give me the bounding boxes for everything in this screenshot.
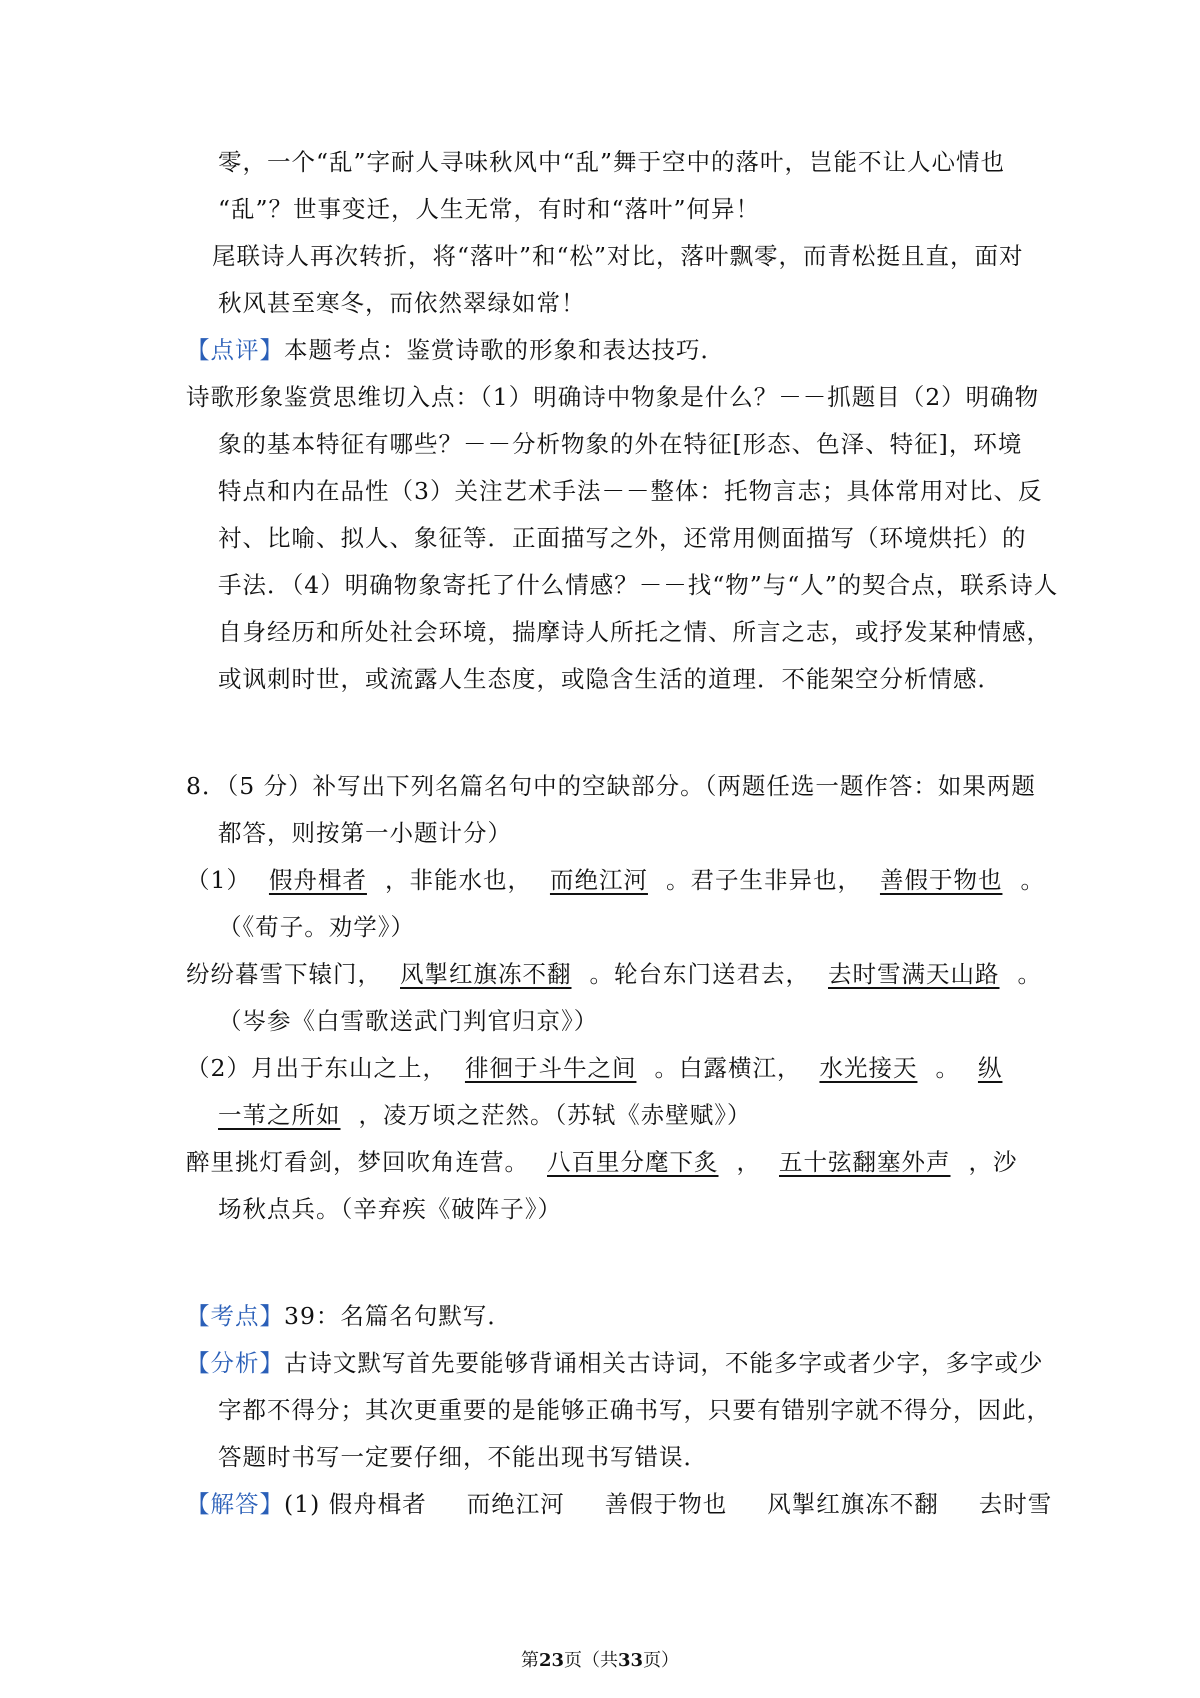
answer-item: 风掣红旗冻不翻 — [767, 1490, 939, 1518]
answer-blank: 五十弦翻塞外声 — [779, 1148, 951, 1176]
question-8-part2-line: 一苇之所如 ，凌万顷之茫然。（苏轼《赤壁赋》） — [218, 1101, 752, 1129]
answer-blank: 去时雪满天山路 — [828, 960, 1000, 988]
question-8-part1-line: （1） 假舟楫者 ，非能水也， 而绝江河 。君子生非异也， 善假于物也 。 — [186, 866, 1045, 894]
fenxi-tag: 【分析】 — [186, 1349, 284, 1377]
answer-blank: 而绝江河 — [549, 866, 648, 894]
comment-line: 诗歌形象鉴赏思维切入点：（1）明确诗中物象是什么？－－抓题目（2）明确物 — [186, 383, 1040, 411]
question-8-part2-line: （2）月出于东山之上， 徘徊于斗牛之间 。白露横江， 水光接天 。 纵 — [186, 1054, 1003, 1082]
analysis-line: 秋风甚至寒冬，而依然翠绿如常！ — [218, 289, 586, 317]
answer-blank: 一苇之所如 — [218, 1101, 341, 1129]
source-citation: 场秋点兵。（辛弃疾《破阵子》） — [218, 1195, 562, 1223]
jieda-tag: 【解答】 — [186, 1490, 284, 1518]
answer-blank: 假舟楫者 — [268, 866, 367, 894]
answer-blank: 水光接天 — [819, 1054, 918, 1082]
comment-text: 本题考点：鉴赏诗歌的形象和表达技巧． — [284, 336, 725, 364]
answer-item: 而绝江河 — [466, 1490, 565, 1518]
source-citation: （岑参《白雪歌送武门判官归京》） — [218, 1007, 599, 1035]
page-total: 33 — [618, 1650, 644, 1671]
answer-blank: 风掣红旗冻不翻 — [400, 960, 572, 988]
fenxi-line: 【分析】古诗文默写首先要能够背诵相关古诗词，不能多字或者少字，多字或少 — [186, 1349, 1044, 1377]
fenxi-line: 字都不得分；其次更重要的是能够正确书写，只要有错别字就不得分，因此， — [218, 1396, 1051, 1424]
jieda-line: 【解答】(1) 假舟楫者 而绝江河 善假于物也 风掣红旗冻不翻 去时雪 — [186, 1490, 1053, 1518]
comment-line: 自身经历和所处社会环境，揣摩诗人所托之情、所言之志，或抒发某种情感， — [218, 618, 1051, 646]
answer-blank: 善假于物也 — [879, 866, 1003, 894]
comment-line: 手法．（4）明确物象寄托了什么情感？－－找“物”与“人”的契合点，联系诗人 — [218, 571, 1059, 599]
answer-blank: 徘徊于斗牛之间 — [464, 1054, 637, 1082]
comment-tag: 【点评】 — [186, 336, 284, 364]
fenxi-line: 答题时书写一定要仔细，不能出现书写错误． — [218, 1443, 708, 1471]
question-8-part2-line: 醉里挑灯看剑，梦回吹角连营。 八百里分麾下炙 ， 五十弦翻塞外声 ，沙 — [186, 1148, 1018, 1176]
question-8-part1-line: 纷纷暮雪下辕门， 风掣红旗冻不翻 。轮台东门送君去， 去时雪满天山路 。 — [186, 960, 1042, 988]
kaodian-line: 【考点】39：名篇名句默写． — [186, 1302, 512, 1330]
comment-line: 衬、比喻、拟人、象征等．正面描写之外，还常用侧面描写（环境烘托）的 — [218, 524, 1027, 552]
analysis-line: “乱”？世事变迁，人生无常，有时和“落叶”何异！ — [218, 195, 761, 223]
analysis-line: 零，一个“乱”字耐人寻味秋风中“乱”舞于空中的落叶，岂能不让人心情也 — [218, 148, 1006, 176]
comment-line: 象的基本特征有哪些？－－分析物象的外在特征[形态、色泽、特征]，环境 — [218, 430, 1023, 458]
comment-line: 或讽刺时世，或流露人生态度，或隐含生活的道理．不能架空分析情感． — [218, 665, 1002, 693]
answer-blank: 纵 — [977, 1054, 1003, 1082]
answer-item: 去时雪 — [978, 1490, 1053, 1518]
comment-heading — [186, 331, 725, 365]
analysis-line: 尾联诗人再次转折，将“落叶”和“松”对比，落叶飘零，而青松挺且直，面对 — [212, 242, 1024, 270]
question-8-title-cont: 都答，则按第一小题计分） — [218, 819, 512, 847]
answer-item: 善假于物也 — [604, 1490, 728, 1518]
question-8-title: 8．（5 分）补写出下列名篇名句中的空缺部分。（两题任选一题作答：如果两题 — [186, 772, 1036, 800]
kaodian-tag: 【考点】 — [186, 1302, 284, 1330]
page-number: 23 — [538, 1650, 564, 1671]
source-citation: （《荀子。劝学》） — [218, 913, 415, 941]
comment-line: 特点和内在品性（3）关注艺术手法－－整体：托物言志；具体常用对比、反 — [218, 477, 1043, 505]
page-footer: 第23页（共33页） — [520, 1650, 680, 1671]
answer-blank: 八百里分麾下炙 — [547, 1148, 719, 1176]
answer-item: 假舟楫者 — [328, 1490, 427, 1518]
